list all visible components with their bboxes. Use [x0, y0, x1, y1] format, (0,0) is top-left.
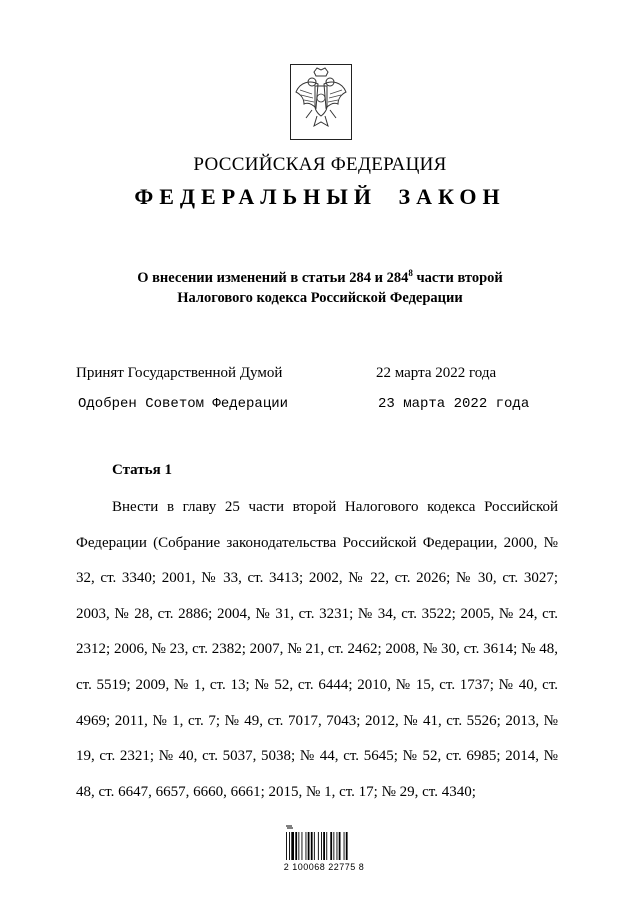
country-heading: РОССИЙСКАЯ ФЕДЕРАЦИЯ: [193, 154, 447, 175]
law-title-part1: О внесении изменений в статьи 284 и 284: [137, 270, 409, 286]
law-title-line2: Налогового кодекса Российской Федерации: [177, 290, 463, 306]
law-title-superscript: 8: [408, 268, 413, 279]
law-title: [80, 268, 560, 308]
article-heading: Статья 1: [112, 462, 172, 478]
document-type-heading: ФЕДЕРАЛЬНЫЙ ЗАКОН: [134, 184, 506, 209]
barcode-number: 2 100068 22775 8: [283, 862, 365, 872]
law-title-part2: части второй: [412, 270, 503, 286]
duma-adoption-date: 22 марта 2022 года: [376, 365, 497, 381]
barcode-icon: [284, 824, 358, 862]
coat-of-arms-icon: [290, 64, 352, 140]
article-body: [76, 490, 558, 810]
duma-adoption-label: Принят Государственной Думой: [76, 365, 283, 381]
council-approval-date: 23 марта 2022 года: [378, 396, 530, 412]
article-paragraph: Внести в главу 25 части второй Налогового кодекса Российской Федерации (Собрание законодательства Российской Федерации, 2000, № 32, ст. 3340; 2001, № 33, ст. 3413; 2002, № 22, ст. 2026; № 30, ст. 3027; 2003, № 28, ст. 2886; 2004, № 31, ст. 3231; № 34, ст. 3522; 2005, № 24, ст. 2312; 2006, № 23, ст. 2382; 2007, № 21, ст. 2462; 2008, № 30, ст. 3614; № 48, ст. 5519; 2009, № 1, ст. 13; № 52, ст. 6444; 2010, № 15, ст. 1737; № 40, ст. 4969; 2011, № 1, ст. 7; № 49, ст. 7017, 7043; 2012, № 41, ст. 5526; 2013, № 19, ст. 2321; № 40, ст. 5037, 5038; № 44, ст. 5645; № 52, ст. 6985; 2014, № 48, ст. 6647, 6657, 6660, 6661; 2015, № 1, ст. 17; № 29, ст. 4340;: [76, 499, 558, 800]
council-approval-label: Одобрен Советом Федерации: [78, 396, 289, 412]
